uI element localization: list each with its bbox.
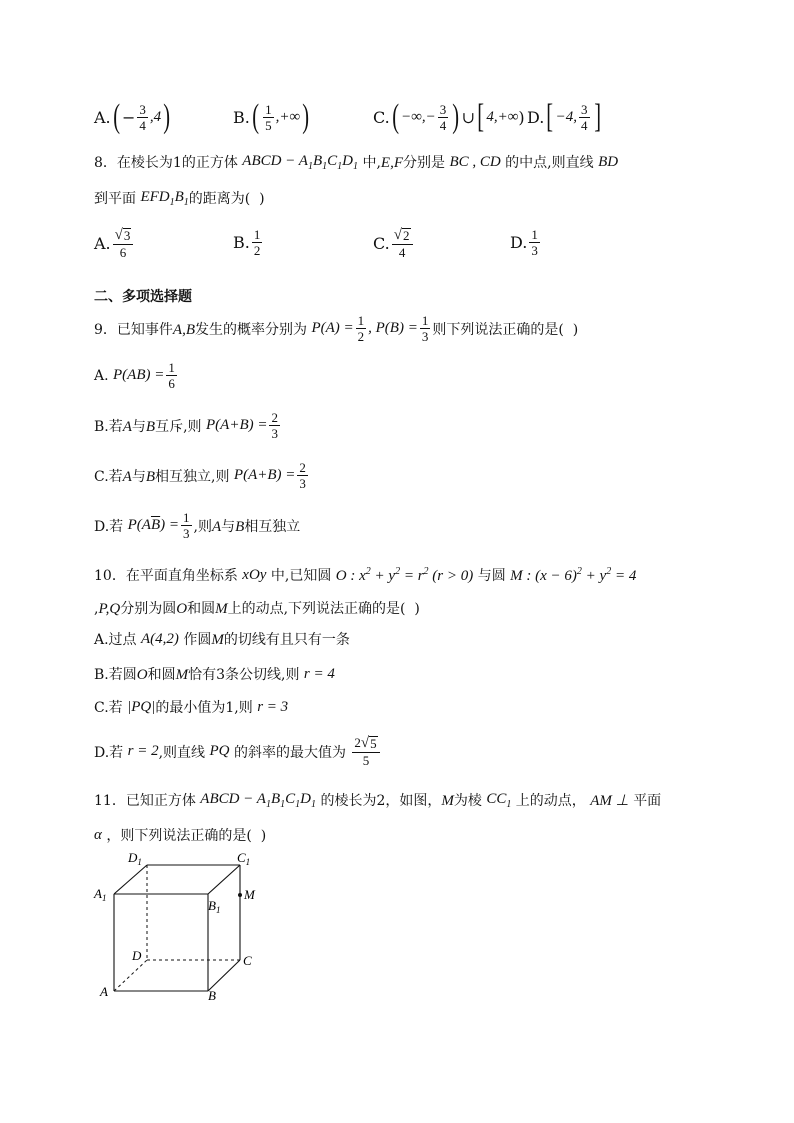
svg-text:M: M (244, 887, 255, 902)
q9-option-b[interactable]: B.若A与B互斥,则 P(A+B) = $\frac{2}{3}$ (94, 410, 278, 441)
svg-text:A: A (100, 984, 108, 999)
q7-option-d[interactable]: D. [ −4, $\frac{3}{4}$ ] (527, 98, 601, 135)
q8-stem-line2: 到平面 $EFD_1B_1$ 的距离为( ) (94, 188, 265, 208)
svg-text:A1: $A_1$ (94, 886, 107, 903)
q9-option-c[interactable]: C.若A与B相互独立,则 P(A+B) = $\frac{2}{3}$ (94, 460, 306, 491)
q10-option-c[interactable]: C.若 |PQ| 的最小值为1,则 r = 3 (94, 698, 289, 716)
q10-stem-line2: ,P,Q分别为圆O和圆M上的动点,下列说法正确的是( ) (94, 601, 420, 617)
q10-stem-line1: 10．在平面直角坐标系 xOy 中,已知圆 O : $x^2 + y^2 = r^2$ (r > 0) 与圆 M : $(x - 6)^2 + y^2 = 4$ (94, 565, 637, 584)
q11-stem-line1: 11．已知正方体 ABCD − $A_1B_1C_1D_1$ 的棱长为2，如图，M为棱 $CC_1$ 上的动点， AM ⊥ 平面 (94, 790, 662, 810)
q11-stem-line2: α ，则下列说法正确的是( ) (94, 826, 267, 844)
svg-text:B1: $B_1$ (208, 898, 221, 915)
svg-text:D1: $D_1$ (128, 850, 142, 867)
svg-text:D: D (132, 948, 142, 963)
section-heading: 二、多项选择题 (94, 289, 192, 305)
svg-text:B: B (208, 988, 216, 1003)
q10-option-a[interactable]: A.过点 A(4,2) 作圆M的切线有且只有一条 (94, 630, 350, 648)
q8-option-a[interactable]: A. √ 3 6 (94, 228, 135, 259)
q8-option-b[interactable]: B. $\frac{1}{2}$ (233, 227, 261, 258)
q7-option-b[interactable]: B. ( $\frac{1}{5}$ ,+∞ ) (233, 98, 310, 135)
svg-text:C: C (243, 953, 252, 968)
q9-option-a[interactable]: A. P(AB) = $\frac{1}{6}$ (94, 360, 175, 391)
q8-stem-line1: 8．在棱长为1的正方体 ABCD − $A_1B_1C_1D_1$ 中,E,F分别是 BC , CD 的中点,则直线 BD (94, 152, 619, 172)
svg-text:C1: $C_1$ (237, 850, 251, 867)
q7-option-c[interactable]: C. ( −∞,− $\frac{3}{4}$ ) ∪ [ 4,+∞ ) (373, 98, 525, 135)
cube-figure (90, 848, 270, 1008)
q7-option-a[interactable]: A. ( − $\frac{3}{4}$ ,4 ) (94, 98, 171, 135)
q9-stem: 9．已知事件A,B发生的概率分别为 P(A) = $\frac{1}{2}$ , P(B) = $\frac{1}{3}$ 则下列说法正确的是( ) (94, 313, 579, 344)
point-m-dot (238, 893, 242, 897)
q10-option-b[interactable]: B.若圆O和圆M恰有3条公切线,则 r = 4 (94, 665, 335, 683)
q7-option-a-label: A. (94, 107, 111, 127)
q9-option-d[interactable]: D.若 $P(A\overline{B})$ = $\frac{1}{3}$ ,则A与B相互独立 (94, 510, 301, 541)
q8-option-c[interactable]: C. √ 2 4 (373, 228, 415, 259)
q8-option-d[interactable]: D. $\frac{1}{3}$ (510, 227, 538, 258)
q10-option-d[interactable]: D.若 r = 2 ,则直线 PQ 的斜率的最大值为 2 √ 5 5 (94, 736, 382, 767)
